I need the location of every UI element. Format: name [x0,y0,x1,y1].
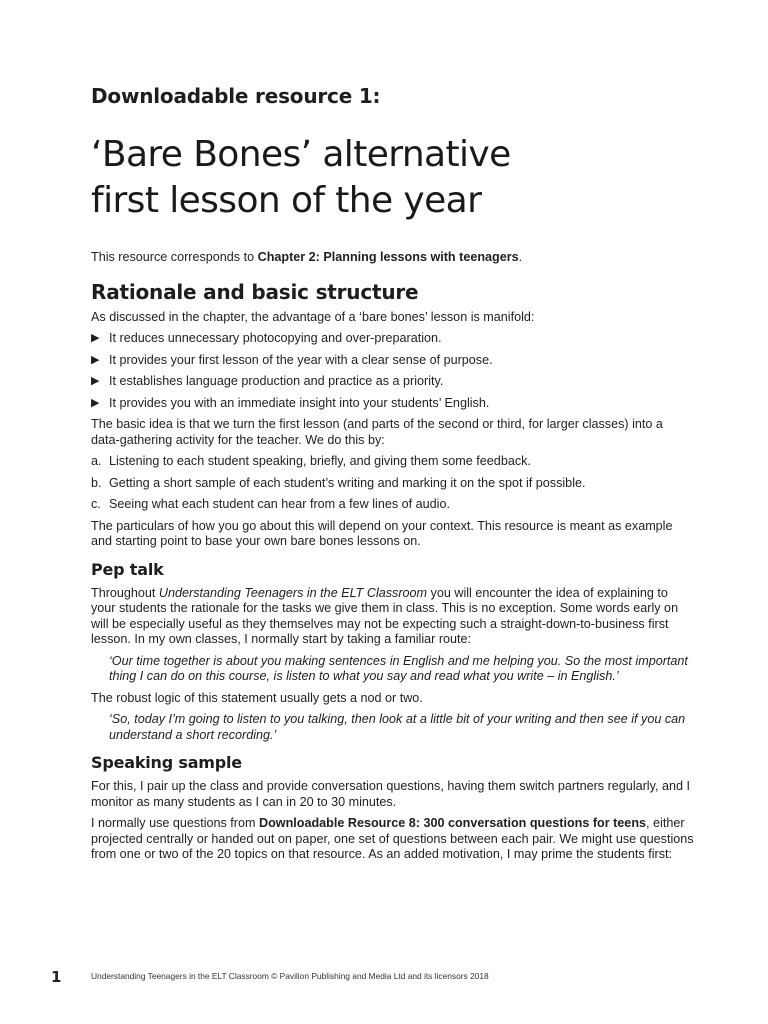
step-marker: b. [91,475,102,490]
triangle-bullet-icon: ▶ [91,396,100,409]
questions-paragraph [91,816,695,863]
pep-talk-prefix: Throughout [91,585,159,600]
steps-list [91,454,695,513]
bullet-text: It provides your first lesson of the year with a clear sense of purpose. [109,352,493,367]
triangle-bullet-icon: ▶ [91,332,100,344]
robust-logic-paragraph: The robust logic of this statement usually gets a nod or two. [91,690,423,705]
rationale-bullet-list [91,331,695,411]
particulars-paragraph: The particulars of how you go about this will depend on your context. This resource is meant as example and starting point to base your own bare bones lessons on. [91,518,673,548]
questions-prefix: I normally use questions from [91,816,259,830]
speaking-sample-paragraph: For this, I pair up the class and provide conversation questions, having them switch partners regularly, and I monitor as many students as I can in 20 to 30 minutes. [91,779,690,809]
title-line-1: ‘Bare Bones’ alternative [91,134,511,175]
rationale-heading: Rationale and basic structure [91,279,419,304]
pep-talk-rest: you will encounter the idea of explaining to your students the rationale for the tasks we give them in class. This is no exception. Some words early on will be especially useful as they themselves may not be expecting such a straight-down-to-business first lesson. In my own classes, I normally start by taking a familiar route: [91,585,679,646]
resource-kicker: Downloadable resource 1: [91,84,381,108]
footer-copyright: Understanding Teenagers in the ELT Classroom © Pavilion Publishing and Media Ltd and its licensors 2018 [91,971,489,981]
list-item [91,476,695,492]
chapter-reference: Chapter 2: Planning lessons with teenagers [257,250,519,264]
bullet-text: It reduces unnecessary photocopying and over-preparation. [109,331,442,345]
intro-suffix: . [518,250,523,264]
intro-paragraph [91,250,695,266]
pep-talk-paragraph [91,586,695,648]
book-title: Understanding Teenagers in the ELT Classroom [158,585,428,600]
pep-talk-heading: Pep talk [91,559,164,579]
intro-prefix: This resource corresponds to [91,250,258,264]
document-page [91,84,695,869]
page-title [91,132,695,224]
list-item [91,353,695,369]
quote-block: ‘Our time together is about you making sentences in English and me helping you. So the most important thing I can do on this course, is listen to what you say and read what you write – in English.’ [109,653,688,683]
questions-rest: , either projected centrally or handed out on paper, one set of questions between each pair. We might use questions from one or two of the 20 topics on that resource. As an added motivation, I may prime the students first: [91,816,694,861]
list-item [91,374,695,390]
title-line-2: first lesson of the year [91,180,482,221]
list-item [91,331,695,347]
speaking-sample-heading: Speaking sample [91,753,242,772]
resource-reference: Downloadable Resource 8: 300 conversation questions for teens [259,816,647,830]
step-marker: c. [91,497,101,511]
step-text: Seeing what each student can hear from a few lines of audio. [109,497,450,511]
step-text: Getting a short sample of each student’s writing and marking it on the spot if possible. [109,475,586,490]
page-number: 1 [51,968,62,986]
bullet-text: It establishes language production and practice as a priority. [109,374,444,388]
triangle-bullet-icon: ▶ [91,375,100,387]
list-item [91,396,695,412]
step-marker: a. [91,454,102,468]
basic-idea-paragraph: The basic idea is that we turn the first lesson (and parts of the second or third, for larger classes) into a data-gathering activity for the teacher. We do this by: [91,417,663,447]
rationale-lead: As discussed in the chapter, the advantage of a ‘bare bones’ lesson is manifold: [91,309,535,324]
quote-block: ‘So, today I’m going to listen to you talking, then look at a little bit of your writing and then see if you can understand a short recording.’ [109,712,686,742]
bullet-text: It provides you with an immediate insight into your students’ English. [109,395,490,410]
triangle-bullet-icon: ▶ [91,353,100,366]
step-text: Listening to each student speaking, briefly, and giving them some feedback. [109,454,531,468]
page-footer [51,968,731,988]
list-item [91,454,695,470]
list-item [91,497,695,513]
